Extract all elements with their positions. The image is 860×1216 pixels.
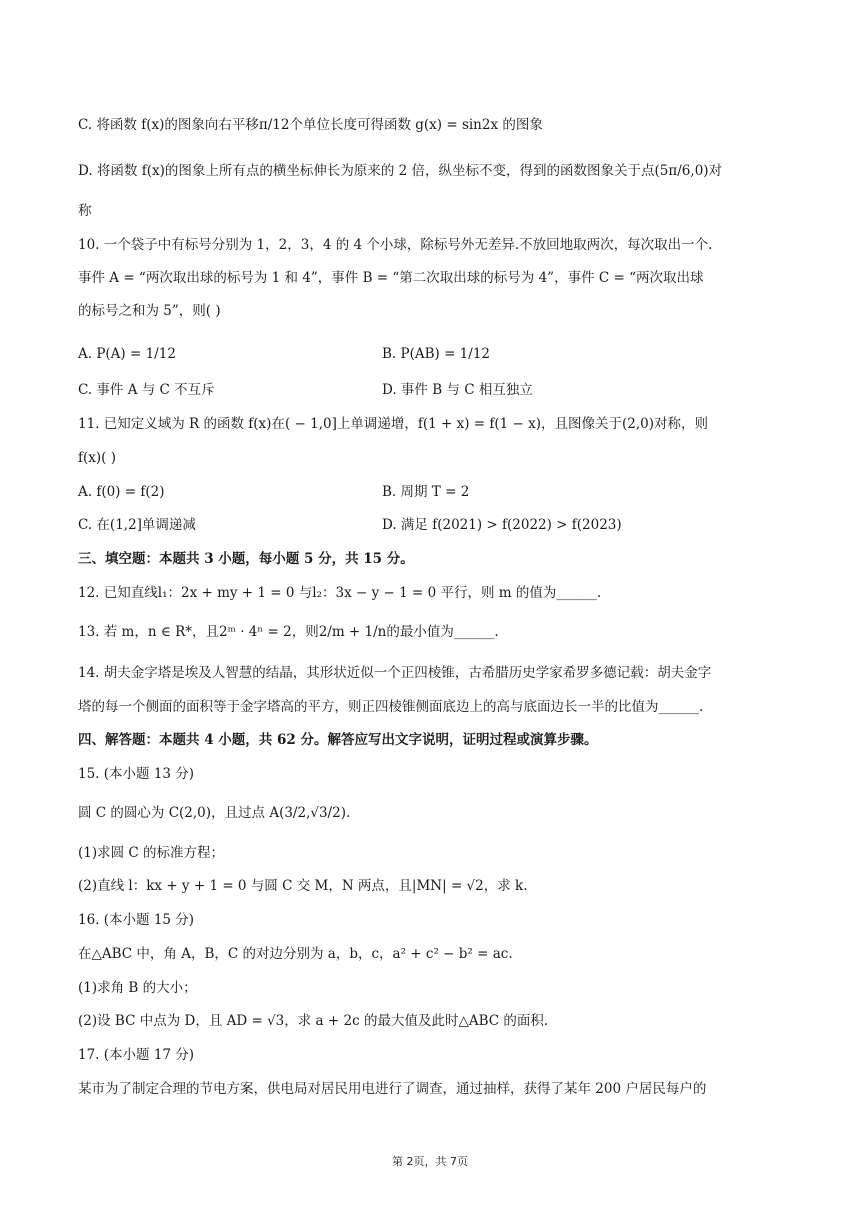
option-10c: C. 事件 A 与 C 不互斥 [78,382,215,398]
option-9c: C. 将函数 f(x)的图象向右平移π/12个单位长度可得函数 g(x) = sin2x 的图象 [78,117,543,133]
question-17-body: 某市为了制定合理的节电方案，供电局对居民用电进行了调查，通过抽样，获得了某年 200 户居民每户的 [78,1081,707,1097]
question-16-part2: (2)设 BC 中点为 D，且 AD = √3，求 a + 2c 的最大值及此时△ABC 的面积. [78,1013,549,1029]
question-16-header: 16. (本小题 15 分) [78,912,195,928]
option-9d-cont: 称 [78,203,92,219]
question-12: 12. 已知直线l₁：2x + my + 1 = 0 与l₂：3x − y − 1 = 0 平行，则 m 的值为______. [78,585,602,601]
question-16-body: 在△ABC 中，角 A，B，C 的对边分别为 a，b，c，a² + c² − b² = ac. [78,946,513,962]
option-11a: A. f(0) = f(2) [78,484,165,500]
question-17-header: 17. (本小题 17 分) [78,1047,195,1063]
option-9d: D. 将函数 f(x)的图象上所有点的横坐标伸长为原来的 2 倍，纵坐标不变，得到的函数图象关于点(5π/6,0)对 [78,163,723,179]
question-16-part1: (1)求角 B 的大小； [78,980,197,996]
question-14-line2: 塔的每一个侧面的面积等于金字塔高的平方，则正四棱锥侧面底边上的高与底面边长一半的比值为______. [78,699,704,715]
question-11: 11. 已知定义域为 R 的函数 f(x)在( − 1,0]上单调递增，f(1 + x) = f(1 − x)，且图像关于(2,0)对称，则 [78,416,708,432]
question-10-line3: 的标号之和为 5”，则( ) [78,303,221,319]
question-15-header: 15. (本小题 13 分) [78,766,195,782]
question-10-line2: 事件 A = “两次取出球的标号为 1 和 4”，事件 B = “第二次取出球的标号为 4”，事件 C = “两次取出球 [78,270,704,286]
option-11c: C. 在(1,2]单调递减 [78,517,196,533]
question-15-part2: (2)直线 l：kx + y + 1 = 0 与圆 C 交 M，N 两点，且|MN| = √2，求 k. [78,878,528,894]
page-footer: 第 2页，共 7页 [392,1155,468,1168]
question-14: 14. 胡夫金字塔是埃及人智慧的结晶，其形状近似一个正四棱锥，古希腊历史学家希罗多德记载：胡夫金字 [78,665,712,681]
section-heading-answers: 四、解答题：本题共 4 小题，共 62 分。解答应写出文字说明，证明过程或演算步骤。 [78,732,598,748]
option-11b: B. 周期 T = 2 [382,484,470,500]
option-11d: D. 满足 f(2021) > f(2022) > f(2023) [382,517,622,533]
question-15-part1: (1)求圆 C 的标准方程； [78,845,225,861]
question-15-body: 圆 C 的圆心为 C(2,0)，且过点 A(3/2,√3/2). [78,805,351,821]
question-11-line2: f(x)( ) [78,450,116,466]
question-13: 13. 若 m，n ∈ R*，且2ᵐ · 4ⁿ = 2，则2/m + 1/n的最小值为______. [78,624,499,640]
question-10: 10. 一个袋子中有标号分别为 1，2，3，4 的 4 个小球，除标号外无差异.不放回地取两次，每次取出一个. [78,237,713,253]
section-heading-fill-blank: 三、填空题：本题共 3 小题，每小题 5 分，共 15 分。 [78,551,414,567]
option-10b: B. P(AB) = 1/12 [382,346,490,362]
option-10d: D. 事件 B 与 C 相互独立 [382,382,533,398]
option-10a: A. P(A) = 1/12 [78,346,176,362]
